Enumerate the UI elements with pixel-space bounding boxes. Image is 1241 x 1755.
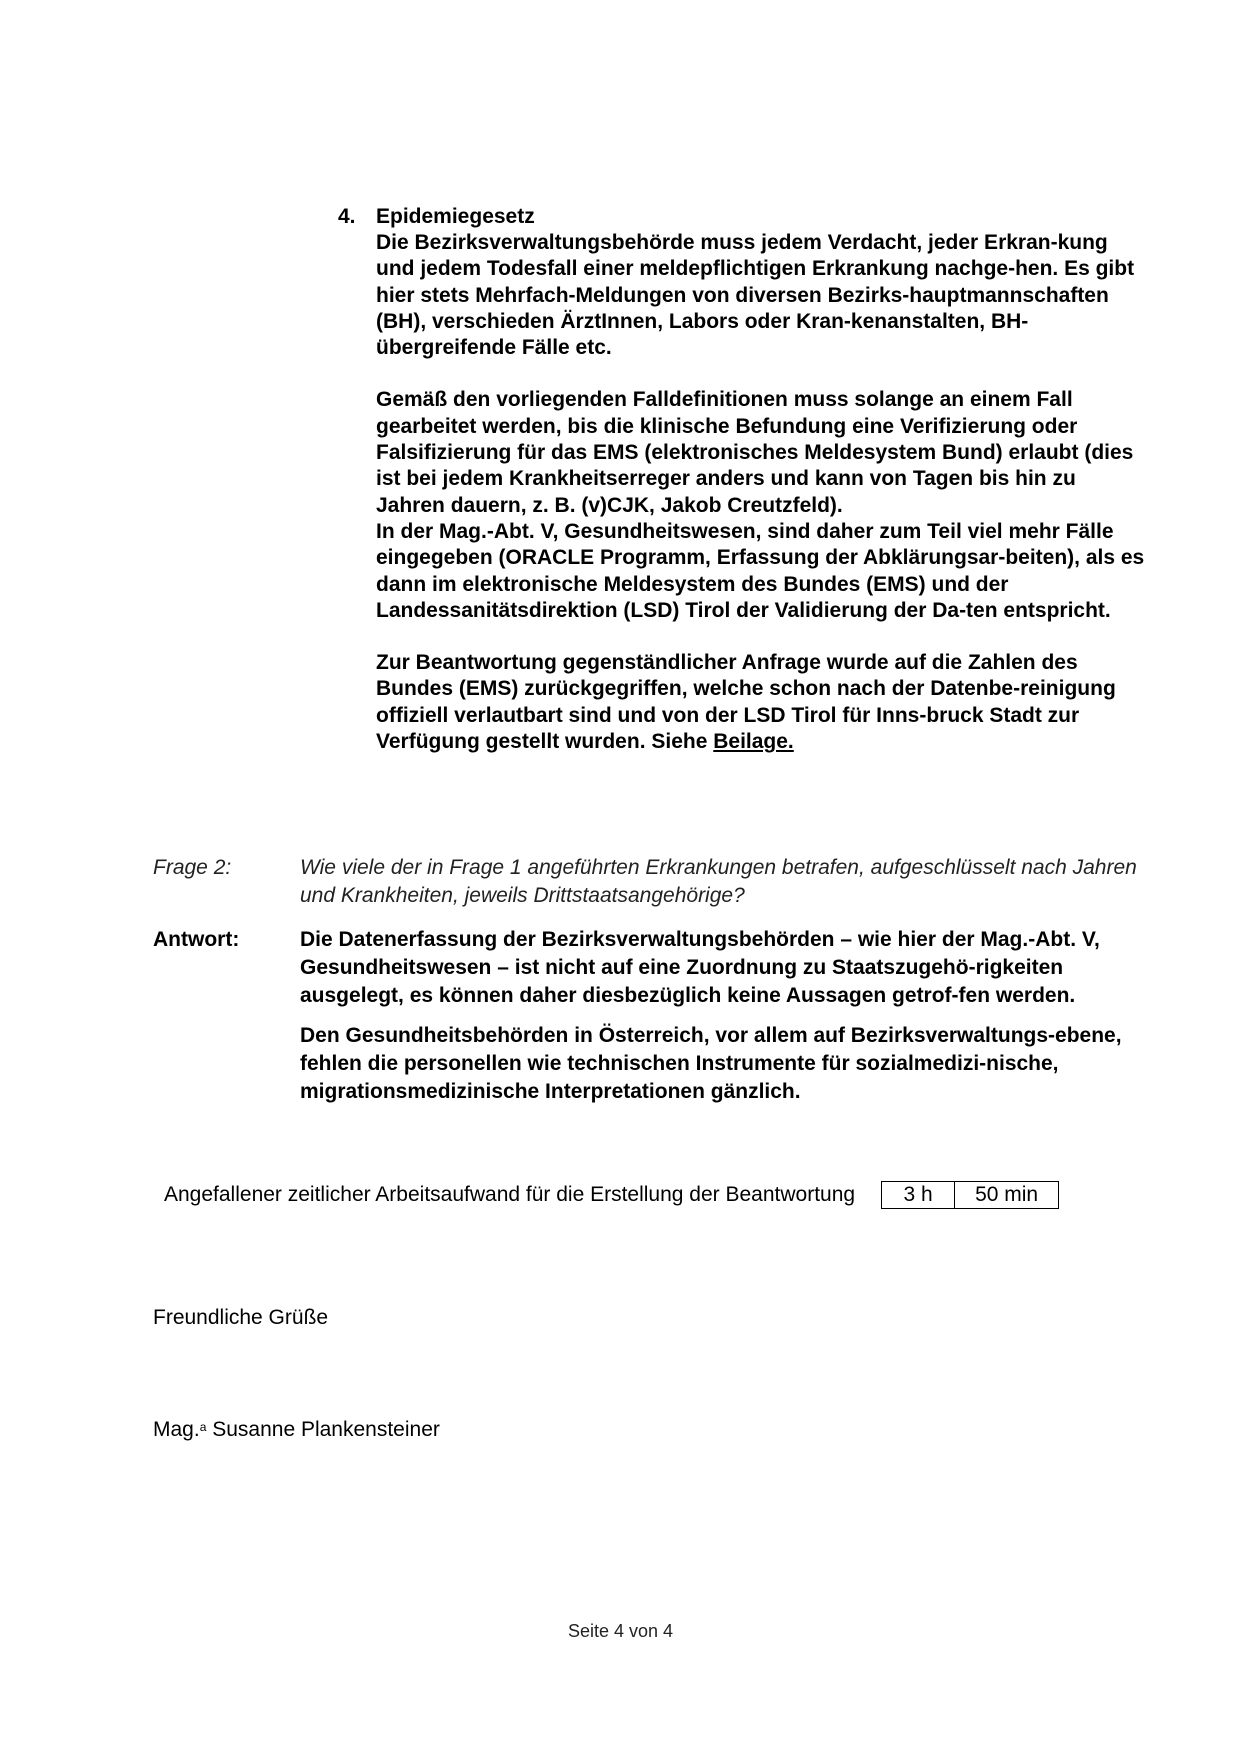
effort-label: Angefallener zeitlicher Arbeitsaufwand für die Erstellung der Beantwortung (164, 1183, 856, 1206)
signature-prefix: Mag. (153, 1418, 200, 1441)
section-paragraph: In der Mag.-Abt. V, Gesundheitswesen, sind daher zum Teil viel mehr Fälle eingegeben (ORACLE Programm, Erfassung der Abklärungsar-beiten), als es dann im elektronische Meldesystem des Bundes (EMS) und der Landessanitätsdirektion (LSD) Tirol der Validierung der Da-ten entspricht. (376, 519, 1145, 622)
section-number: 4. (338, 205, 356, 228)
answer-paragraph: Den Gesundheitsbehörden in Österreich, vor allem auf Bezirksverwaltungs-ebene, fehlen die personellen wie technischen Instrumente für sozialmedizi-nische, migrationsmedizinische Interpretationen gänzlich. (300, 1024, 1122, 1103)
section-epidemiegesetz (338, 204, 1148, 781)
section-paragraph: Die Bezirksverwaltungsbehörde muss jedem Verdacht, jeder Erkran-kung und jedem Todesfall einer meldepflichtigen Erkrankung nachge-hen. Es gibt hier stets Mehrfach-Meldungen von diversen Bezirks-hauptmannschaften (BH), verschieden ÄrztInnen, Labors oder Kran-kenanstalten, BH-übergreifende Fälle etc. (376, 231, 1135, 360)
section-paragraph: Gemäß den vorliegenden Falldefinitionen muss solange an einem Fall gearbeitet werden, bis die klinische Befundung eine Verifizierung oder Falsifizierung für das EMS (elektronisches Meldesystem Bund) erlaubt (dies ist bei jedem Krankheitserreger anders und kann von Tagen bis hin zu Jahren dauern, z. B. (v)CJK, Jakob Creutzfeld). (376, 388, 1134, 517)
section-paragraph-text: Zur Beantwortung gegenständlicher Anfrage wurde auf die Zahlen des Bundes (EMS) zurückgegriffen, welche schon nach der Datenbe-reinigung offiziell verlautbart sind und von der LSD Tirol für Inns-bruck Stadt zur Verfügung gestellt wurden. Siehe (376, 651, 1116, 754)
signature-superscript: a (199, 1420, 207, 1434)
answer-paragraph: Die Datenerfassung der Bezirksverwaltungsbehörden – wie hier der Mag.-Abt. V, Gesundheitswesen – ist nicht auf eine Zuordnung zu Staatszugehö-rigkeiten ausgelegt, es können daher diesbezüglich keine Aussagen getrof-fen werden. (300, 928, 1100, 1007)
answer-label: Antwort: (153, 928, 240, 951)
section-title: Epidemiegesetz (376, 205, 535, 228)
question-label: Frage 2: (153, 856, 232, 879)
beilage-link[interactable]: Beilage. (713, 730, 794, 754)
question-block (153, 854, 1143, 910)
signature (153, 1416, 440, 1444)
effort-table (881, 1181, 1059, 1209)
signature-name: Susanne Plankensteiner (212, 1418, 440, 1441)
answer-block (153, 926, 1143, 1118)
section-body (376, 230, 1148, 755)
section-paragraph-last (376, 650, 1148, 755)
answer-text (300, 926, 1143, 1118)
closing-greeting: Freundliche Grüße (153, 1306, 329, 1329)
section-heading (338, 204, 1148, 230)
effort-hours-cell: 3 h (882, 1182, 955, 1208)
page-footer: Seite 4 von 4 (567, 1621, 674, 1641)
effort-minutes-cell: 50 min (975, 1183, 1039, 1206)
question-text: Wie viele der in Frage 1 angeführten Erkrankungen betrafen, aufgeschlüsselt nach Jahren und Krankheiten, jeweils Drittstaatsangehörige? (300, 856, 1137, 907)
effort-row (164, 1181, 1059, 1209)
